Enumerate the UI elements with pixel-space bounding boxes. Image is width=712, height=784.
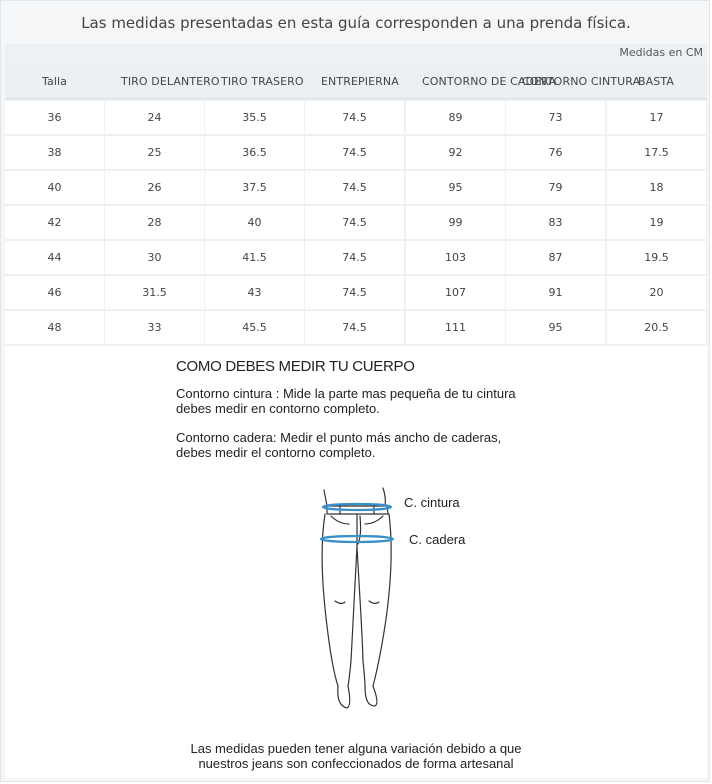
table-body bbox=[5, 100, 707, 345]
table-cell: 40 bbox=[5, 171, 104, 204]
table-cell: 44 bbox=[5, 241, 104, 274]
header-tiro-trasero: TIRO TRASERO bbox=[221, 75, 304, 88]
table-cell: 76 bbox=[506, 136, 605, 169]
table-cell: 74.5 bbox=[305, 136, 404, 169]
unit-note: Medidas en CM bbox=[619, 46, 703, 59]
table-cell: 103 bbox=[406, 241, 505, 274]
table-cell: 31.5 bbox=[105, 276, 204, 309]
table-cell: 38 bbox=[5, 136, 104, 169]
table-cell: 36.5 bbox=[205, 136, 304, 169]
table-row bbox=[5, 170, 707, 205]
header-talla: Talla bbox=[42, 75, 67, 88]
jeans-illustration bbox=[305, 486, 485, 726]
table-header-row bbox=[5, 64, 707, 99]
table-cell: 19 bbox=[607, 206, 706, 239]
waist-instructions-line1: Contorno cintura : Mide la parte mas pequeña de tu cintura bbox=[176, 386, 516, 401]
table-cell: 20.5 bbox=[607, 311, 706, 344]
table-cell: 95 bbox=[406, 171, 505, 204]
header-tiro-delantero: TIRO DELANTERO bbox=[121, 75, 220, 88]
waist-instructions-line2: debes medir en contorno completo. bbox=[176, 401, 380, 416]
table-cell: 46 bbox=[5, 276, 104, 309]
table-cell: 92 bbox=[406, 136, 505, 169]
table-cell: 99 bbox=[406, 206, 505, 239]
table-cell: 87 bbox=[506, 241, 605, 274]
table-cell: 17.5 bbox=[607, 136, 706, 169]
table-cell: 41.5 bbox=[205, 241, 304, 274]
jeans-figure bbox=[305, 486, 485, 726]
waist-instructions bbox=[176, 386, 556, 416]
header-contorno-cintura: CONTORNO CINTURA bbox=[522, 75, 641, 88]
table-cell: 42 bbox=[5, 206, 104, 239]
size-table bbox=[5, 44, 707, 346]
table-cell: 79 bbox=[506, 171, 605, 204]
table-cell: 37.5 bbox=[205, 171, 304, 204]
table-cell: 28 bbox=[105, 206, 204, 239]
header-basta: BASTA bbox=[638, 75, 674, 88]
table-cell: 30 bbox=[105, 241, 204, 274]
guide-title: COMO DEBES MEDIR TU CUERPO bbox=[176, 358, 415, 375]
table-cell: 83 bbox=[506, 206, 605, 239]
table-cell: 74.5 bbox=[305, 241, 404, 274]
table-cell: 40 bbox=[205, 206, 304, 239]
intro-text: Las medidas presentadas en esta guía corresponden a una prenda física. bbox=[81, 14, 631, 32]
table-cell: 19.5 bbox=[607, 241, 706, 274]
table-cell: 74.5 bbox=[305, 276, 404, 309]
measurement-guide bbox=[5, 346, 707, 778]
table-cell: 26 bbox=[105, 171, 204, 204]
table-cell: 74.5 bbox=[305, 171, 404, 204]
label-c-cintura: C. cintura bbox=[404, 495, 460, 510]
table-cell: 18 bbox=[607, 171, 706, 204]
variation-note-line1: Las medidas pueden tener alguna variación debido a que bbox=[190, 741, 522, 756]
table-row bbox=[5, 135, 707, 170]
table-cell: 73 bbox=[506, 101, 605, 134]
table-cell: 95 bbox=[506, 311, 605, 344]
table-cell: 91 bbox=[506, 276, 605, 309]
table-row bbox=[5, 100, 707, 135]
table-cell: 25 bbox=[105, 136, 204, 169]
table-cell: 89 bbox=[406, 101, 505, 134]
table-row bbox=[5, 310, 707, 345]
hip-instructions-line1: Contorno cadera: Medir el punto más ancho de caderas, bbox=[176, 430, 502, 445]
table-cell: 74.5 bbox=[305, 311, 404, 344]
header-contorno-cadera: CONTORNO DE CADERA bbox=[422, 75, 557, 88]
table-cell: 43 bbox=[205, 276, 304, 309]
table-cell: 45.5 bbox=[205, 311, 304, 344]
table-cell: 17 bbox=[607, 101, 706, 134]
header-entrepierna: ENTREPIERNA bbox=[321, 75, 399, 88]
table-cell: 107 bbox=[406, 276, 505, 309]
table-cell: 33 bbox=[105, 311, 204, 344]
table-row bbox=[5, 275, 707, 310]
table-row bbox=[5, 240, 707, 275]
table-cell: 35.5 bbox=[205, 101, 304, 134]
variation-note bbox=[5, 741, 707, 771]
table-cell: 24 bbox=[105, 101, 204, 134]
table-cell: 74.5 bbox=[305, 101, 404, 134]
table-cell: 20 bbox=[607, 276, 706, 309]
table-cell: 36 bbox=[5, 101, 104, 134]
hip-instructions bbox=[176, 430, 556, 460]
hip-instructions-line2: debes medir el contorno completo. bbox=[176, 445, 376, 460]
table-cell: 48 bbox=[5, 311, 104, 344]
variation-note-line2: nuestros jeans son confeccionados de forma artesanal bbox=[198, 756, 514, 771]
table-row bbox=[5, 205, 707, 240]
table-cell: 74.5 bbox=[305, 206, 404, 239]
label-c-cadera: C. cadera bbox=[409, 532, 466, 547]
table-cell: 111 bbox=[406, 311, 505, 344]
